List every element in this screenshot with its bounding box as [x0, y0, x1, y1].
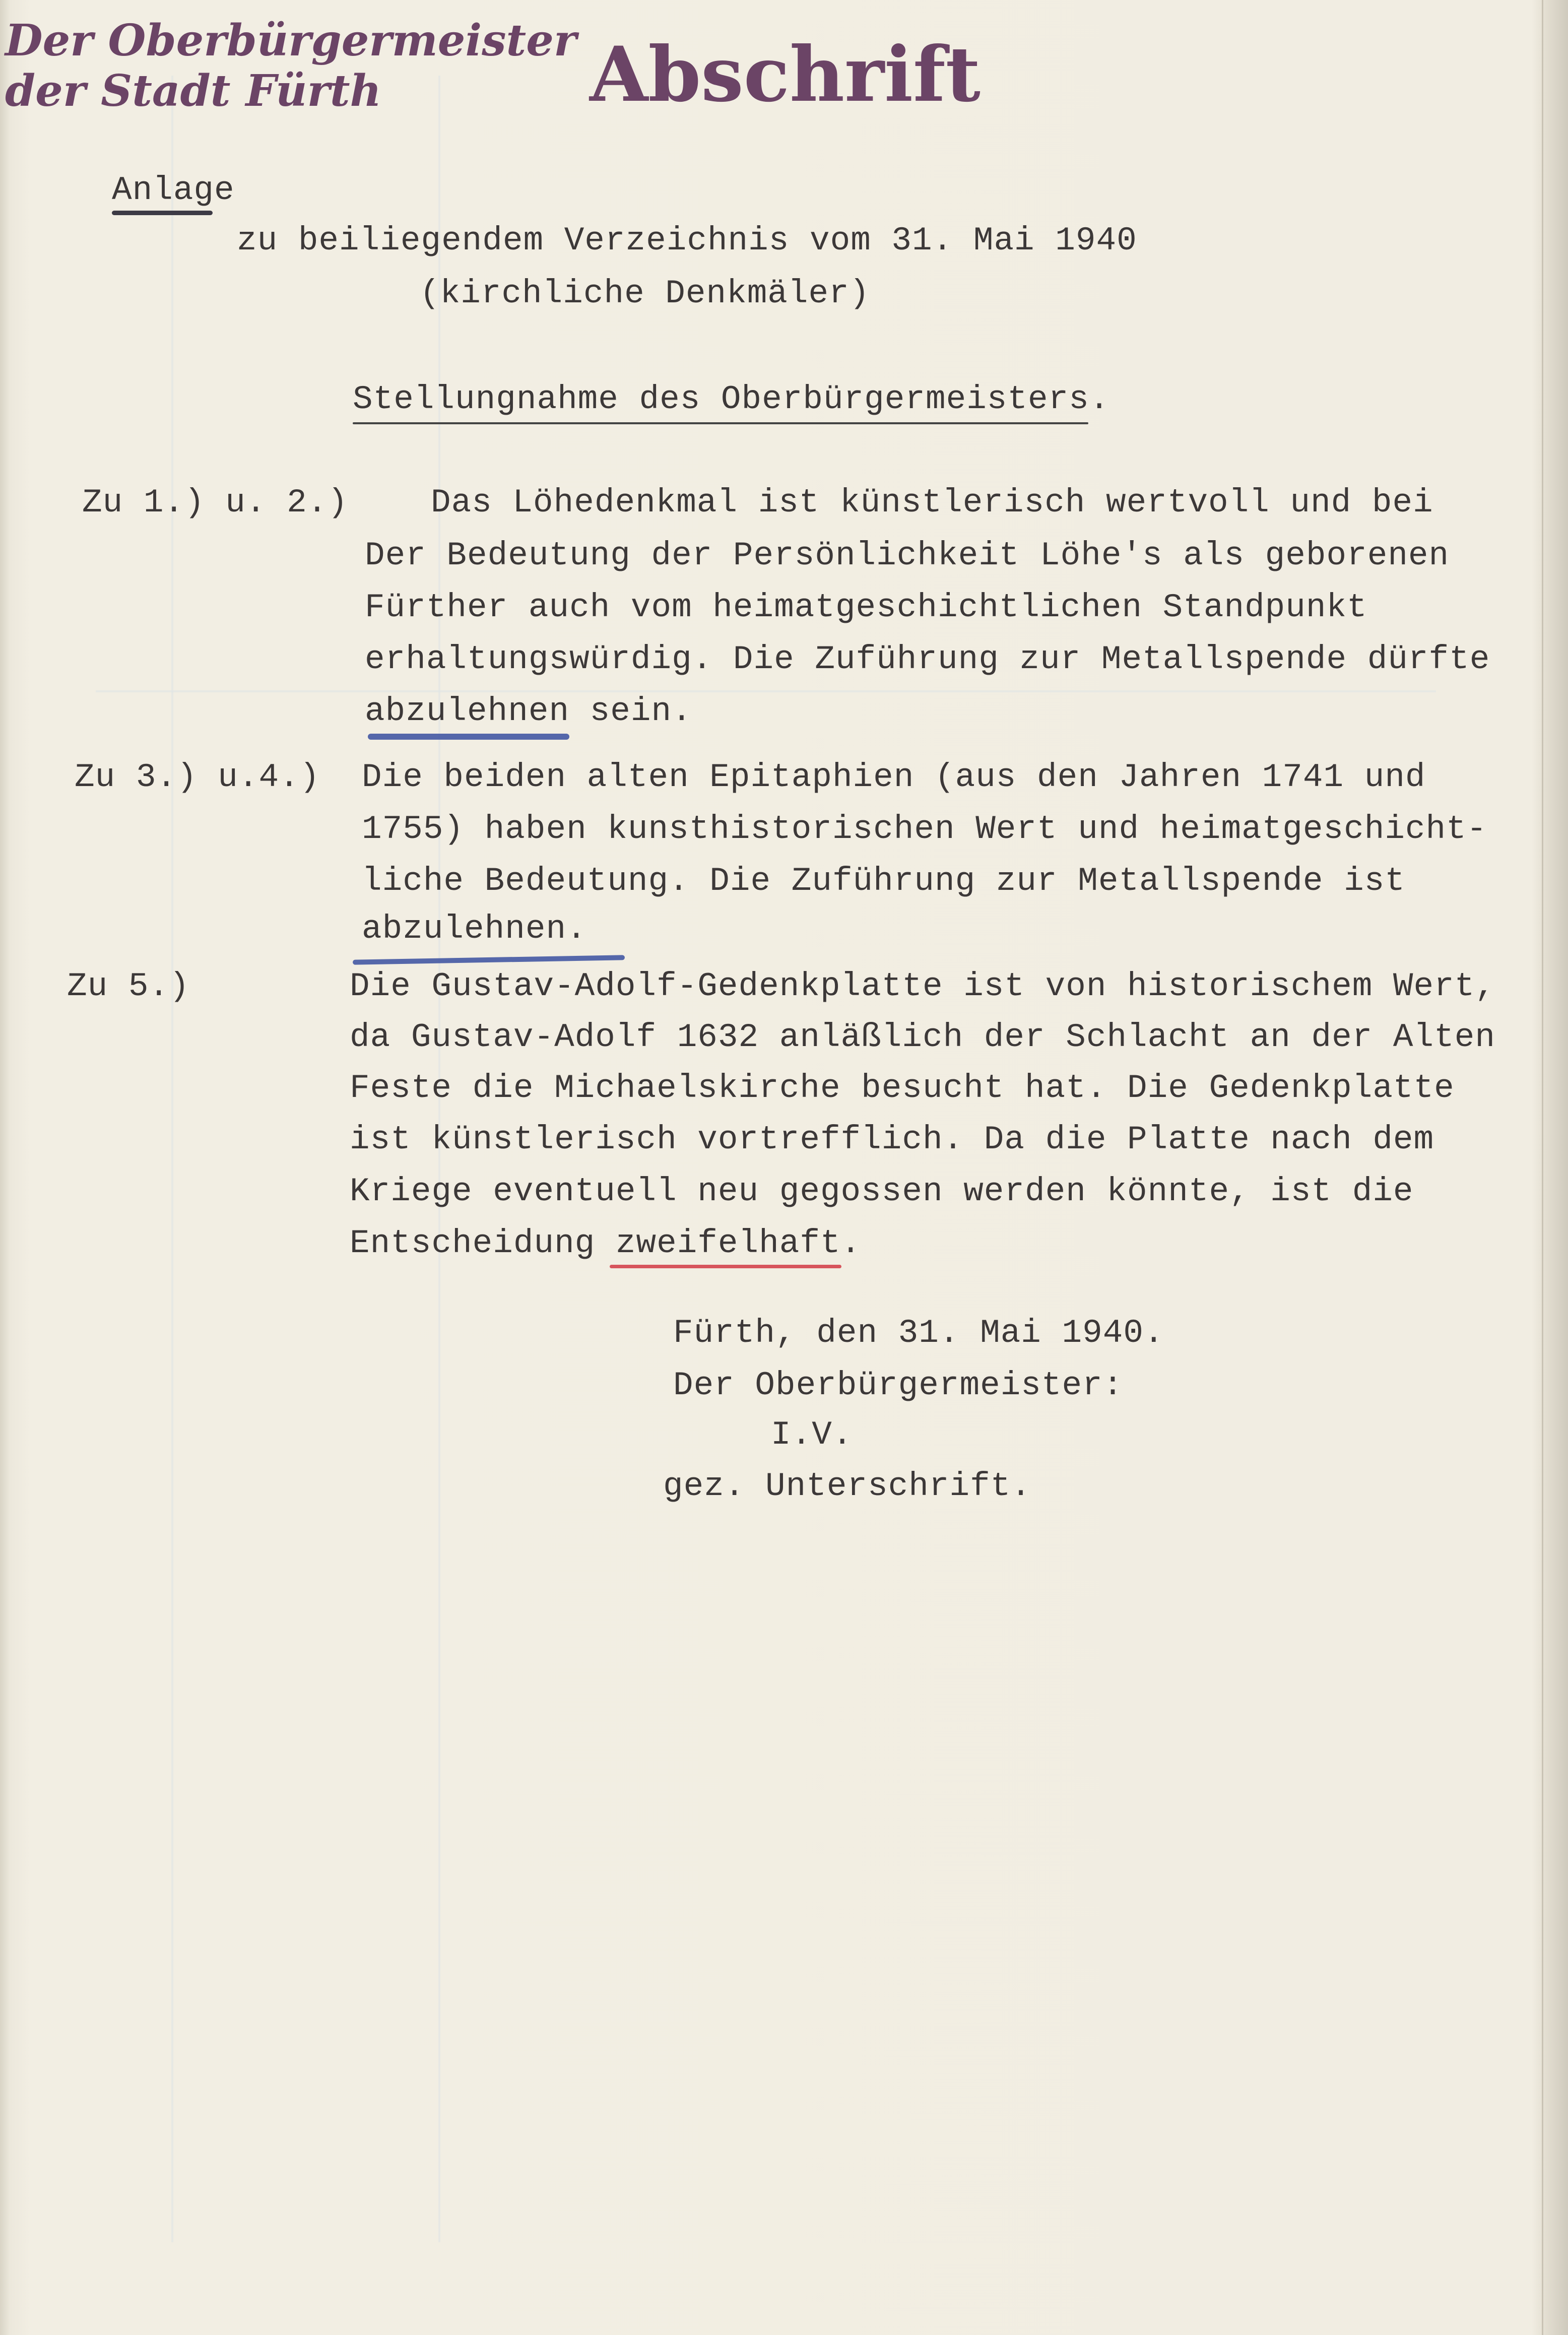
section-line: Feste die Michaelskirche besucht hat. Die Gedenkplatte — [350, 1069, 1455, 1107]
show-through-line — [171, 76, 173, 2242]
section-line: da Gustav-Adolf 1632 anläßlich der Schlacht an der Alten — [350, 1018, 1495, 1056]
heading-underline — [353, 422, 1088, 424]
section-line: ist künstlerisch vortrefflich. Da die Platte nach dem — [350, 1121, 1434, 1158]
section-label: Zu 3.) u.4.) — [75, 758, 320, 796]
signature-iv: I.V. — [771, 1416, 853, 1454]
abschrift-stamp: Abschrift — [590, 30, 981, 119]
reference-subtitle: (kirchliche Denkmäler) — [420, 275, 870, 312]
section-line: Das Löhedenkmal ist künstlerisch wertvoll und bei — [431, 484, 1433, 522]
section-line: Entscheidung zweifelhaft. — [350, 1224, 862, 1262]
blue-pencil-underline — [368, 734, 569, 740]
section-line: liche Bedeutung. Die Zuführung zur Metallspende ist — [362, 862, 1405, 900]
heading: Stellungnahme des Oberbürgermeisters. — [353, 380, 1110, 418]
section-line: Die beiden alten Epitaphien (aus den Jahren 1741 und — [362, 758, 1426, 796]
section-line: Der Bedeutung der Persönlichkeit Löhe's als geborenen — [365, 537, 1450, 574]
section-line: 1755) haben kunsthistorischen Wert und heimatgeschicht- — [362, 810, 1487, 848]
section-line: Die Gustav-Adolf-Gedenkplatte ist von historischem Wert, — [350, 967, 1495, 1005]
anlage-underline — [112, 211, 213, 215]
paper-edge — [1542, 0, 1543, 2335]
signature-place-date: Fürth, den 31. Mai 1940. — [673, 1314, 1164, 1352]
signature-title: Der Oberbürgermeister: — [673, 1367, 1124, 1404]
reference-line: zu beiliegendem Verzeichnis vom 31. Mai 1940 — [237, 222, 1137, 260]
section-line: abzulehnen. — [362, 910, 587, 948]
letterhead-line1: Der Oberbürgermeister — [5, 15, 577, 66]
show-through-line — [96, 690, 1436, 692]
anlage-label: Anlage — [112, 171, 235, 209]
section-line: erhaltungswürdig. Die Zuführung zur Metallspende dürfte — [365, 640, 1490, 678]
section-line: abzulehnen sein. — [365, 692, 692, 730]
letterhead-line2: der Stadt Fürth — [5, 66, 382, 116]
signature-signed: gez. Unterschrift. — [663, 1467, 1031, 1505]
red-pencil-underline — [610, 1265, 841, 1268]
section-line: Kriege eventuell neu gegossen werden könnte, ist die — [350, 1173, 1414, 1210]
section-line: Fürther auch vom heimatgeschichtlichen Standpunkt — [365, 589, 1367, 626]
section-label: Zu 1.) u. 2.) — [82, 484, 348, 522]
section-label: Zu 5.) — [67, 967, 190, 1005]
